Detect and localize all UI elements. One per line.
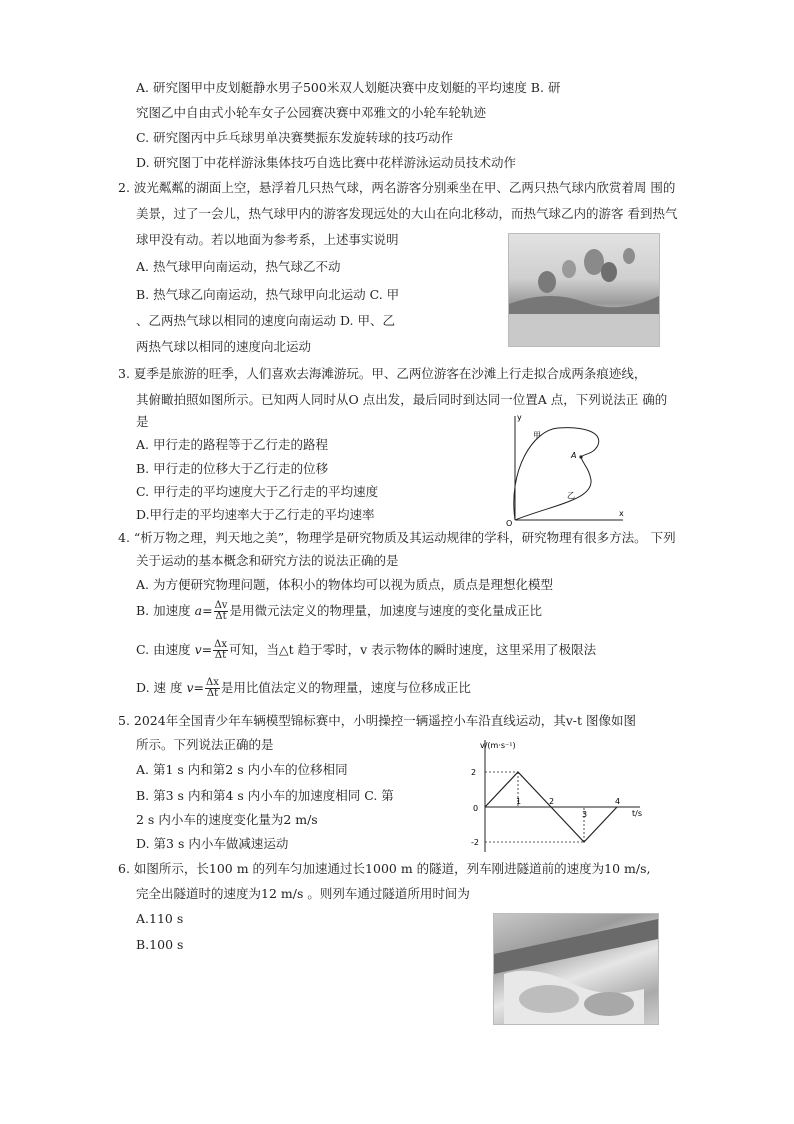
point-a-label: A: [571, 451, 577, 460]
vt-origin-label: 0: [473, 804, 479, 813]
yi-label: 乙: [567, 491, 575, 500]
q5-option-b: B. 第3 s 内和第4 s 内小车的加速度相同 C. 第: [136, 788, 394, 803]
vt-x-tick-2: 2: [549, 797, 555, 806]
q4-d-numerator: Δx: [206, 677, 219, 688]
jia-label: 甲: [533, 431, 541, 440]
q4-d-prefix: D. 速 度: [136, 680, 183, 695]
q2-option-b: B. 热气球乙向南运动，热气球甲向北运动 C. 甲: [136, 287, 400, 302]
q4-b-fraction: [214, 601, 229, 622]
q5-stem-line1: 5. 2024年全国青少年车辆模型锦标赛中，小明操控一辆遥控小车沿直线运动，其v-t 图像如图: [118, 713, 636, 728]
q4-stem-line1: 4. “析万物之理，判天地之美”，物理学是研究物质及其运动规律的学科，研究物理有很多方法。 下列: [118, 530, 676, 545]
q5-option-a: A. 第1 s 内和第2 s 内小车的位移相同: [136, 762, 348, 777]
q4-b-text: 是用微元法定义的物理量，加速度与速度的变化量成正比: [229, 603, 542, 618]
q6-stem-line1: 6. 如图所示，长100 m 的列车匀加速通过长1000 m 的隧道，列车刚进隧道前的速度为10 m/s,: [118, 861, 651, 876]
hot-air-balloon-photo: [508, 233, 660, 347]
vt-y-axis-label: v/(m·s⁻¹): [480, 741, 516, 750]
q4-d-fraction: [205, 678, 220, 699]
q2-option-d: 两热气球以相同的速度向北运动: [136, 339, 312, 354]
q4-c-numerator: Δx: [214, 639, 227, 650]
vt-y-tick--2: -2: [471, 838, 479, 847]
q4-b-variable: a: [194, 603, 203, 618]
vt-y-tick-2: 2: [471, 768, 477, 777]
vt-x-tick-4: 4: [615, 797, 621, 806]
q4-option-b: B. 加速度 a= $\frac{\Delta v}{\Delta t}$ 是用微元法定义的物理量，加速度与速度的变化量成正比: [136, 600, 542, 622]
y-axis-label: y: [517, 413, 522, 422]
q2-stem-line2: 美景，过了一会儿，热气球甲内的游客发现远处的大山在向北移动，而热气球乙内的游客 看到热气: [136, 206, 678, 221]
q1-option-c: C. 研究图丙中乒乓球男单决赛樊振东发旋转球的技巧动作: [136, 130, 454, 145]
q4-c-denominator: Δt: [214, 650, 227, 661]
q4-stem-line2: 关于运动的基本概念和研究方法的说法正确的是: [136, 553, 399, 568]
q4-c-fraction: [213, 640, 228, 661]
vt-x-tick-1: 1: [516, 797, 522, 806]
vt-x-tick-3: 3: [582, 810, 588, 819]
q1-option-b-line2: 究图乙中自由式小轮车女子公园赛决赛中邓雅文的小轮车轮轨迹: [136, 105, 487, 120]
q5-stem-line2: 所示。下列说法正确的是: [136, 737, 274, 752]
q4-b-denominator: Δt: [215, 611, 227, 622]
q3-option-d: D.甲行走的平均速率大于乙行走的平均速率: [136, 507, 375, 522]
q1-option-a-line1: A. 研究图甲中皮划艇静水男子500米双人划艇决赛中皮划艇的平均速度 B. 研: [136, 80, 561, 95]
q6-option-b: B.100 s: [136, 937, 184, 952]
q2-option-c: 、乙两热气球以相同的速度向南运动 D. 甲、乙: [136, 313, 395, 328]
trajectory-figure: [503, 410, 628, 528]
q3-stem-line1: 3. 夏季是旅游的旺季，人们喜欢去海滩游玩。甲、乙两位游客在沙滩上行走拟合成两条痕迹线，: [118, 366, 647, 381]
q4-d-denominator: Δt: [206, 688, 219, 699]
q4-b-prefix: B. 加速度: [136, 603, 191, 618]
q2-stem-line1: 2. 波光粼粼的湖面上空，悬浮着几只热气球，两名游客分别乘坐在甲、乙两只热气球内欣赏着周 围的: [118, 180, 676, 195]
q4-d-variable: v: [186, 680, 194, 695]
vt-x-axis-label: t/s: [632, 809, 642, 818]
q4-option-d: D. 速 度 v= $\frac{\Delta x}{\Delta t}$ 是用比值法定义的物理量，速度与位移成正比: [136, 677, 471, 699]
q3-option-c: C. 甲行走的平均速度大于乙行走的平均速度: [136, 484, 379, 499]
x-axis-label: x: [619, 509, 624, 518]
q5-option-d: D. 第3 s 内小车做减速运动: [136, 836, 289, 851]
vt-chart: [470, 734, 650, 858]
origin-label: O: [506, 519, 513, 528]
point-a: [579, 455, 582, 458]
path-yi: [515, 457, 591, 520]
q4-c-text: 可知，当△t 趋于零时，v 表示物体的瞬时速度，这里采用了极限法: [228, 642, 597, 657]
q3-stem-line3: 是: [136, 414, 149, 429]
train-tunnel-photo: [493, 913, 659, 1025]
q4-option-c: C. 由速度 v= $\frac{\Delta x}{\Delta t}$ 可知，当△t 趋于零时，v 表示物体的瞬时速度，这里采用了极限法: [136, 639, 597, 661]
q6-stem-line2: 完全出隧道时的速度为12 m/s 。则列车通过隧道所用时间为: [136, 886, 470, 901]
q4-c-variable: v: [194, 642, 202, 657]
q2-stem-line3: 球甲没有动。若以地面为参考系，上述事实说明: [136, 232, 399, 247]
q4-b-numerator: Δv: [214, 600, 228, 611]
q2-option-a: A. 热气球甲向南运动，热气球乙不动: [136, 259, 341, 274]
q1-option-d: D. 研究图丁中花样游泳集体技巧自选比赛中花样游泳运动员技术动作: [136, 155, 517, 170]
q3-option-b: B. 甲行走的位移大于乙行走的位移: [136, 461, 329, 476]
q4-option-a: A. 为方便研究物理问题，体积小的物体均可以视为质点，质点是理想化模型: [136, 577, 553, 592]
q4-c-prefix: C. 由速度: [136, 642, 191, 657]
q3-stem-line2: 其俯瞰拍照如图所示。已知两人同时从O 点出发，最后同时到达同一位置A 点，下列说法正 确的: [136, 392, 668, 407]
q4-d-text: 是用比值法定义的物理量，速度与位移成正比: [220, 680, 471, 695]
q6-option-a: A.110 s: [136, 911, 184, 926]
q3-option-a: A. 甲行走的路程等于乙行走的路程: [136, 437, 328, 452]
q5-option-c: 2 s 内小车的速度变化量为2 m/s: [136, 812, 318, 827]
